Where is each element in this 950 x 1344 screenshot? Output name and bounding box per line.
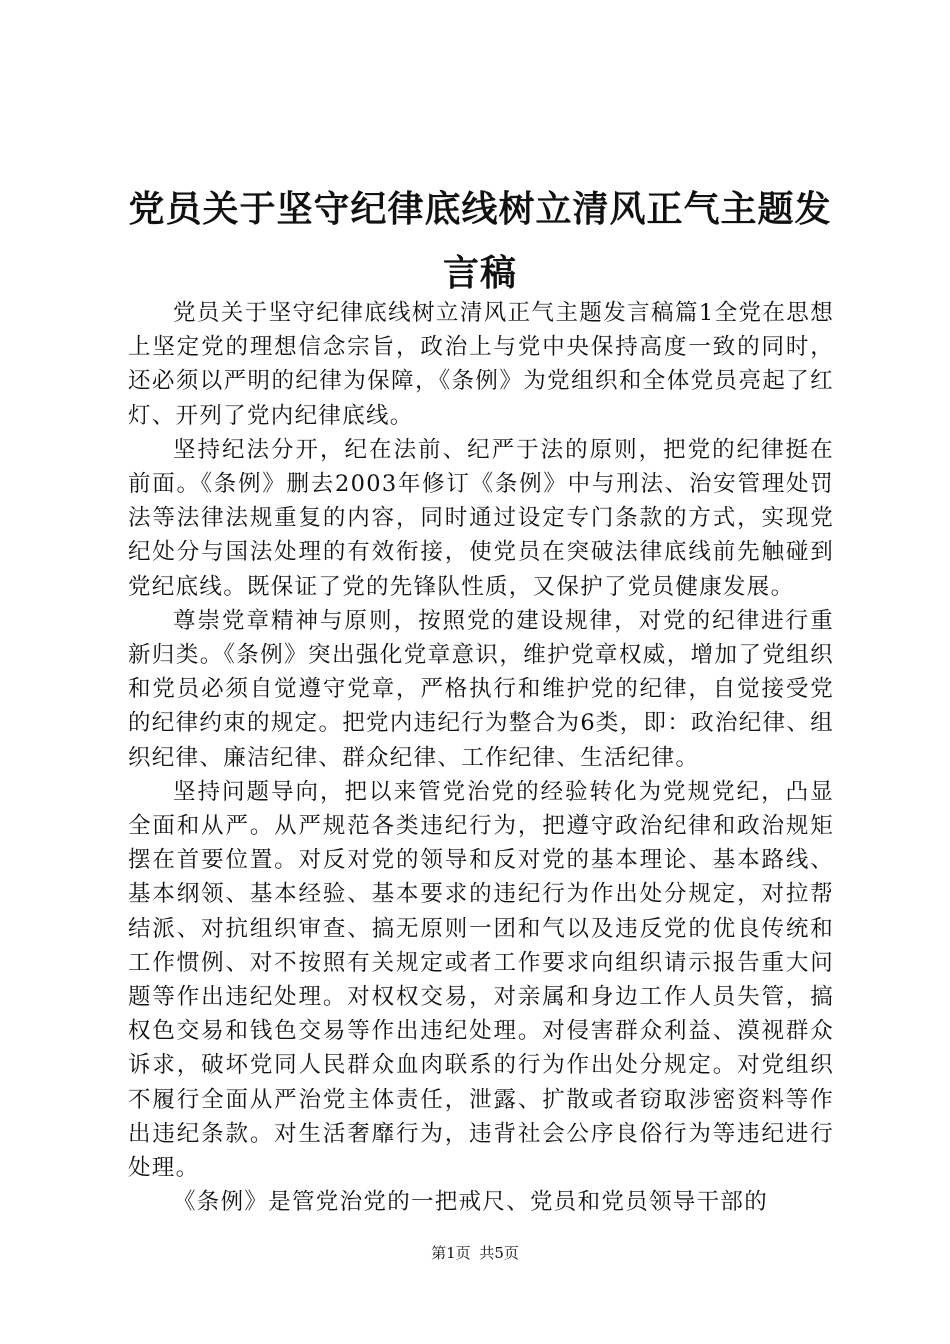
paragraph-4: 坚持问题导向，把以来管党治党的经验转化为党规党纪，凸显全面和从严。从严规范各类违纪行为，把遵守政治纪律和政治规矩摆在首要位置。对反对党的领导和反对党的基本理论、基本路线、基本纲领、基本经验、基本要求的违纪行为作出处分规定，对拉帮结派、对抗组织审查、搞无原则一团和气以及违反党的优良传统和工作惯例、对不按照有关规定或者工作要求向组织请示报告重大问题等作出违纪处理。对权权交易，对亲属和身边工作人员失管，搞权色交易和钱色交易等作出违纪处理。对侵害群众利益、漠视群众诉求，破坏党同人民群众血肉联系的行为作出处分规定。对党组织不履行全面从严治党主体责任，泄露、扩散或者窃取涉密资料等作出违纪条款。对生活奢靡行为，违背社会公序良俗行为等违纪进行处理。 (128, 778, 834, 1182)
document-body (128, 296, 834, 1219)
page-footer (0, 1243, 950, 1263)
paragraph-3: 尊崇党章精神与原则，按照党的建设规律，对党的纪律进行重新归类。《条例》突出强化党章意识，维护党章权威，增加了党组织和党员必须自觉遵守党章，严格执行和维护党的纪律，自觉接受党的纪律约束的规定。把党内违纪行为整合为6类，即：政治纪律、组织纪律、廉洁纪律、群众纪律、工作纪律、生活纪律。 (128, 607, 834, 771)
paragraph-2: 坚持纪法分开，纪在法前、纪严于法的原则，把党的纪律挺在前面。《条例》删去2003年修订《条例》中与刑法、治安管理处罚法等法律法规重复的内容，同时通过设定专门条款的方式，实现党纪处分与国法处理的有效衔接，使党员在突破法律底线前先触碰到党纪底线。既保证了党的先锋队性质，又保护了党员健康发展。 (128, 436, 834, 600)
document-title: 党员关于坚守纪律底线树立清风正气主题发言稿 (128, 189, 832, 294)
paragraph-5: 《条例》是管党治党的一把戒尺、党员和党员领导干部的 (173, 1189, 769, 1216)
paragraph-1: 党员关于坚守纪律底线树立清风正气主题发言稿篇1全党在思想上坚定党的理想信念宗旨，政治上与党中央保持高度一致的同时，还必须以严明的纪律为保障，《条例》为党组织和全体党员亮起了红灯、开列了党内纪律底线。 (128, 300, 834, 429)
page-number: 第1页 (431, 1244, 471, 1262)
page-total: 共5页 (479, 1244, 519, 1262)
